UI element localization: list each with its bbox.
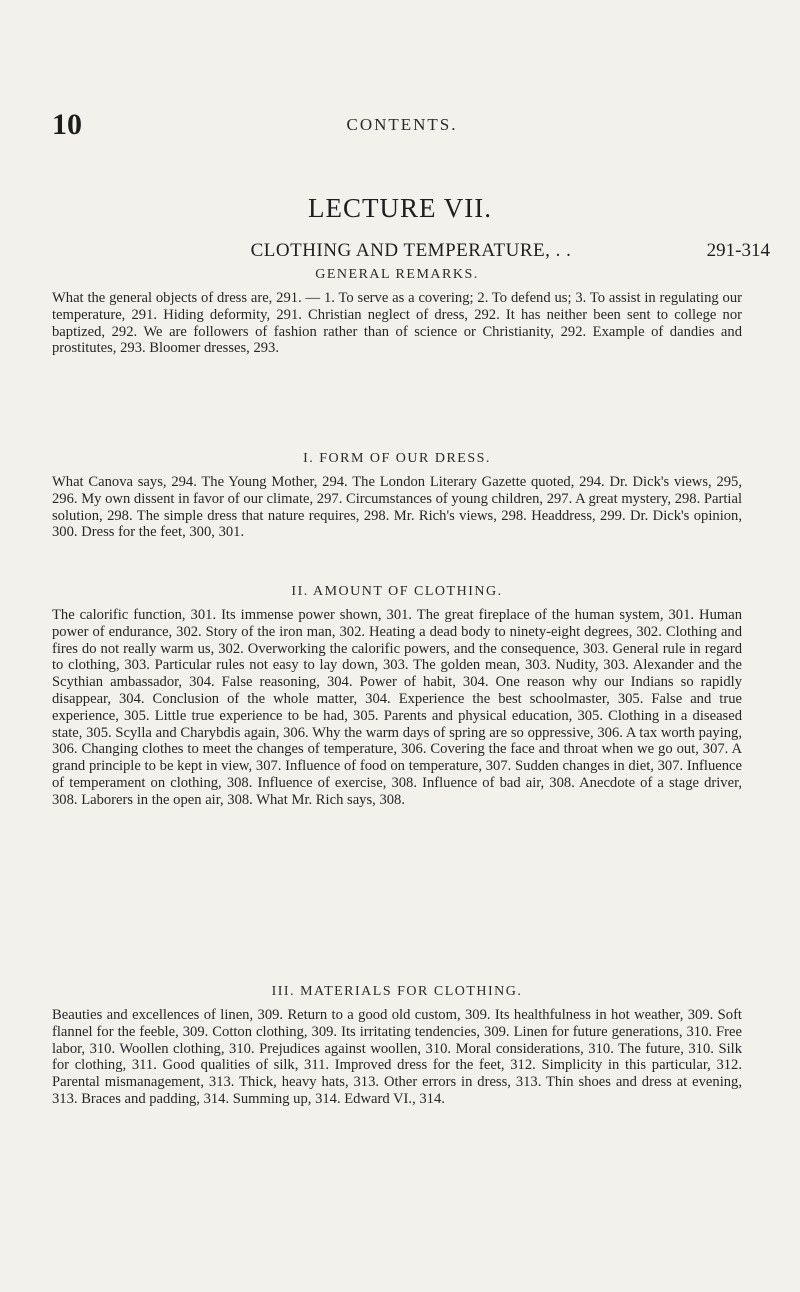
running-head	[52, 108, 752, 142]
section-heading: II. AMOUNT OF CLOTHING.	[291, 584, 503, 599]
section-heading: GENERAL REMARKS.	[315, 267, 479, 282]
running-title: CONTENTS.	[346, 115, 458, 134]
section-general-remarks	[52, 266, 742, 357]
page-number: 10	[52, 108, 82, 141]
section-heading: I. FORM OF OUR DRESS.	[303, 451, 491, 466]
chapter-title: CLOTHING AND TEMPERATURE, . .	[250, 240, 572, 261]
section-materials-for-clothing	[52, 983, 742, 1108]
section-form-of-dress	[52, 450, 742, 541]
lecture-title: LECTURE VII.	[308, 193, 492, 223]
chapter-page-range: 291-314	[706, 240, 770, 261]
section-heading: III. MATERIALS FOR CLOTHING.	[271, 984, 523, 999]
section-body: The calorific function, 301. Its immense power shown, 301. The great fireplace of the human system, 301. Human power of endurance, 302. Story of the iron man, 302. Heating a dead body to ninety-eight degrees, 302. Clothing and fires do not really warm us, 302. Overworking the calorific powers, and the consequence, 303. General rule in regard to clothing, 303. Particular rules not easy to lay down, 303. The golden mean, 303. Nudity, 303. Alexander and the Scythian ambassador, 304. False reasoning, 304. Power of habit, 304. One reason why our Indians so rapidly disappear, 304. Conclusion of the whole matter, 304. Experience the best schoolmaster, 305. False and true experience, 305. Little true experience to be had, 305. Parents and physical education, 305. Clothing in a diseased state, 305. Scylla and Charybdis again, 306. Why the warm days of spring are so oppressive, 306. A tax worth paying, 306. Changing clothes to meet the changes of temperature, 306. Covering the face and throat when we go out, 307. A grand principle to be kept in view, 307. Influence of food on temperature, 307. Sudden changes in diet, 307. Influence of temperament on clothing, 308. Influence of exercise, 308. Influence of bad air, 308. Anecdote of a stage driver, 308. Laborers in the open air, 308. What Mr. Rich says, 308.	[52, 607, 742, 808]
section-body: What the general objects of dress are, 291. — 1. To serve as a covering; 2. To defend us; 3. To assist in regulating our temperature, 291. Hiding deformity, 291. Christian neglect of dress, 292. It has neither been sent to college nor baptized, 292. We are followers of fashion rather than of science or Christianity, 292. Example of dandies and prostitutes, 293. Bloomer dresses, 293.	[52, 290, 742, 357]
chapter-heading	[52, 238, 770, 264]
section-body: What Canova says, 294. The Young Mother, 294. The London Literary Gazette quoted, 294. Dr. Dick's views, 295, 296. My own dissent in favor of our climate, 297. Circumstances of young children, 297. A great mystery, 298. Partial solution, 298. The simple dress that nature requires, 298. Mr. Rich's views, 298. Headdress, 299. Dr. Dick's opinion, 300. Dress for the feet, 300, 301.	[52, 474, 742, 541]
section-body: Beauties and excellences of linen, 309. Return to a good old custom, 309. Its healthfulness in hot weather, 309. Soft flannel for the feeble, 309. Cotton clothing, 309. Its irritating tendencies, 309. Linen for future generations, 310. Free labor, 310. Woollen clothing, 310. Prejudices against woollen, 310. Moral considerations, 310. The future, 310. Silk for clothing, 311. Good qualities of silk, 311. Improved dress for the feet, 312. Simplicity in this particular, 312. Parental mismanagement, 313. Thick, heavy hats, 313. Other errors in dress, 313. Thin shoes and dress at evening, 313. Braces and padding, 314. Summing up, 314. Edward VI., 314.	[52, 1007, 742, 1107]
section-amount-of-clothing	[52, 583, 742, 809]
